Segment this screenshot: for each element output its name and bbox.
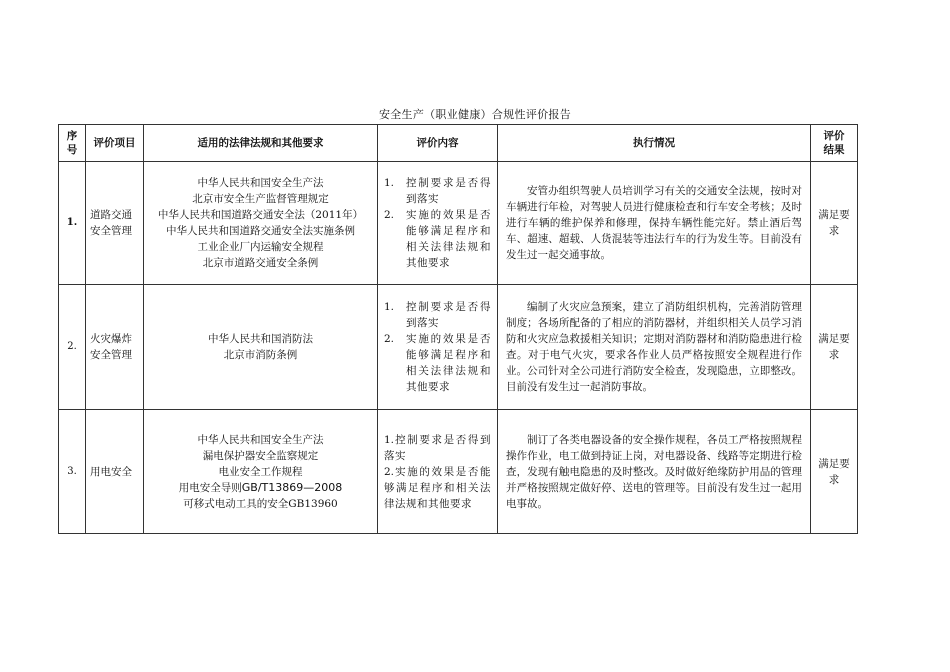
- row-content: [378, 162, 498, 285]
- header-no: 序号: [59, 125, 86, 162]
- law-line: 北京市安全生产监督管理规定: [192, 193, 329, 205]
- row-number: 2.: [59, 285, 86, 410]
- header-result: 评价结果: [811, 125, 858, 162]
- standard-code: GB/T13869—2008: [241, 480, 343, 494]
- header-content: 评价内容: [378, 125, 498, 162]
- row-content: [378, 285, 498, 410]
- law-line: 北京市消防条例: [223, 349, 298, 361]
- table-row: [59, 285, 858, 410]
- row-laws: [144, 410, 378, 534]
- header-item: 评价项目: [86, 125, 144, 162]
- law-line: 北京市道路交通安全条例: [202, 257, 319, 269]
- row-number: 3.: [59, 410, 86, 534]
- law-line: 中华人民共和国道路交通安全法（2011年）: [157, 209, 364, 221]
- content-item: 2.实施的效果是否能够满足程序和相关法律法规和其他要求: [384, 465, 491, 510]
- row-laws: [144, 162, 378, 285]
- row-execution: 制订了各类电器设备的安全操作规程，各员工严格按照规程操作作业，电工做到持证上岗，对电器设备、线路等定期进行检查，发现有触电隐患的及时整改。及时做好绝缘防护用品的管理并严格按照规定做好停、送电的管理等。目前没有发生过一起用电事故。: [498, 410, 811, 534]
- content-item: 2. 实施的效果是否能够满足程序和相关法律法规和其他要求: [384, 333, 491, 393]
- row-item: 用电安全: [86, 410, 144, 534]
- law-line: 中华人民共和国道路交通安全法实施条例: [166, 225, 355, 237]
- law-line: 用电安全导则GB/T13869—2008: [178, 480, 343, 494]
- row-content: [378, 410, 498, 534]
- row-laws: [144, 285, 378, 410]
- content-item: 1. 控制要求是否得到落实: [384, 177, 491, 205]
- header-laws: 适用的法律法规和其他要求: [144, 125, 378, 162]
- law-line: 中华人民共和国消防法: [208, 333, 313, 345]
- row-result: 满足要求: [811, 410, 858, 534]
- row-number: 1.: [59, 162, 86, 285]
- evaluation-table: [58, 124, 858, 534]
- row-execution: 编制了火灾应急预案，建立了消防组织机构，完善消防管理制度；各场所配备的了相应的消防器材，并组织相关人员学习消防和火灾应急救援相关知识；定期对消防器材和消防隐患进行检查。对于电气火灾，要求各作业人员严格按照安全规程进行作业。公司针对全公司进行消防安全检查，发现隐患，立即整改。目前没有发生过一起消防事故。: [498, 285, 811, 410]
- row-item: 火灾爆炸安全管理: [86, 285, 144, 410]
- law-line: 电业安全工作规程: [218, 465, 303, 478]
- law-line: 漏电保护器安全监察规定: [202, 449, 319, 462]
- content-item: 2. 实施的效果是否能够满足程序和相关法律法规和其他要求: [384, 209, 491, 269]
- law-line: 中华人民共和国安全生产法: [197, 177, 324, 189]
- law-line: 中华人民共和国安全生产法: [197, 433, 324, 446]
- content-item: 1. 控制要求是否得到落实: [384, 301, 491, 329]
- table-header-row: [59, 125, 858, 162]
- law-line: 工业企业厂内运输安全规程: [197, 241, 324, 253]
- content-item: 1.控制要求是否得到落实: [384, 433, 491, 462]
- report-title: 安全生产（职业健康）合规性评价报告: [378, 108, 572, 121]
- row-item: 道路交通安全管理: [86, 162, 144, 285]
- law-line: 可移式电动工具的安全GB13960: [183, 497, 338, 510]
- header-execution: 执行情况: [498, 125, 811, 162]
- table-row: [59, 410, 858, 534]
- row-result: 满足要求: [811, 162, 858, 285]
- row-result: 满足要求: [811, 285, 858, 410]
- table-row: [59, 162, 858, 285]
- row-execution: 安管办组织驾驶人员培训学习有关的交通安全法规，按时对车辆进行年检，对驾驶人员进行健康检查和行车安全考核；及时进行车辆的维护保养和修理，保持车辆性能完好。禁止酒后驾车、超速、超载、人货混装等违法行车的行为发生等。目前没有发生过一起交通事故。: [498, 162, 811, 285]
